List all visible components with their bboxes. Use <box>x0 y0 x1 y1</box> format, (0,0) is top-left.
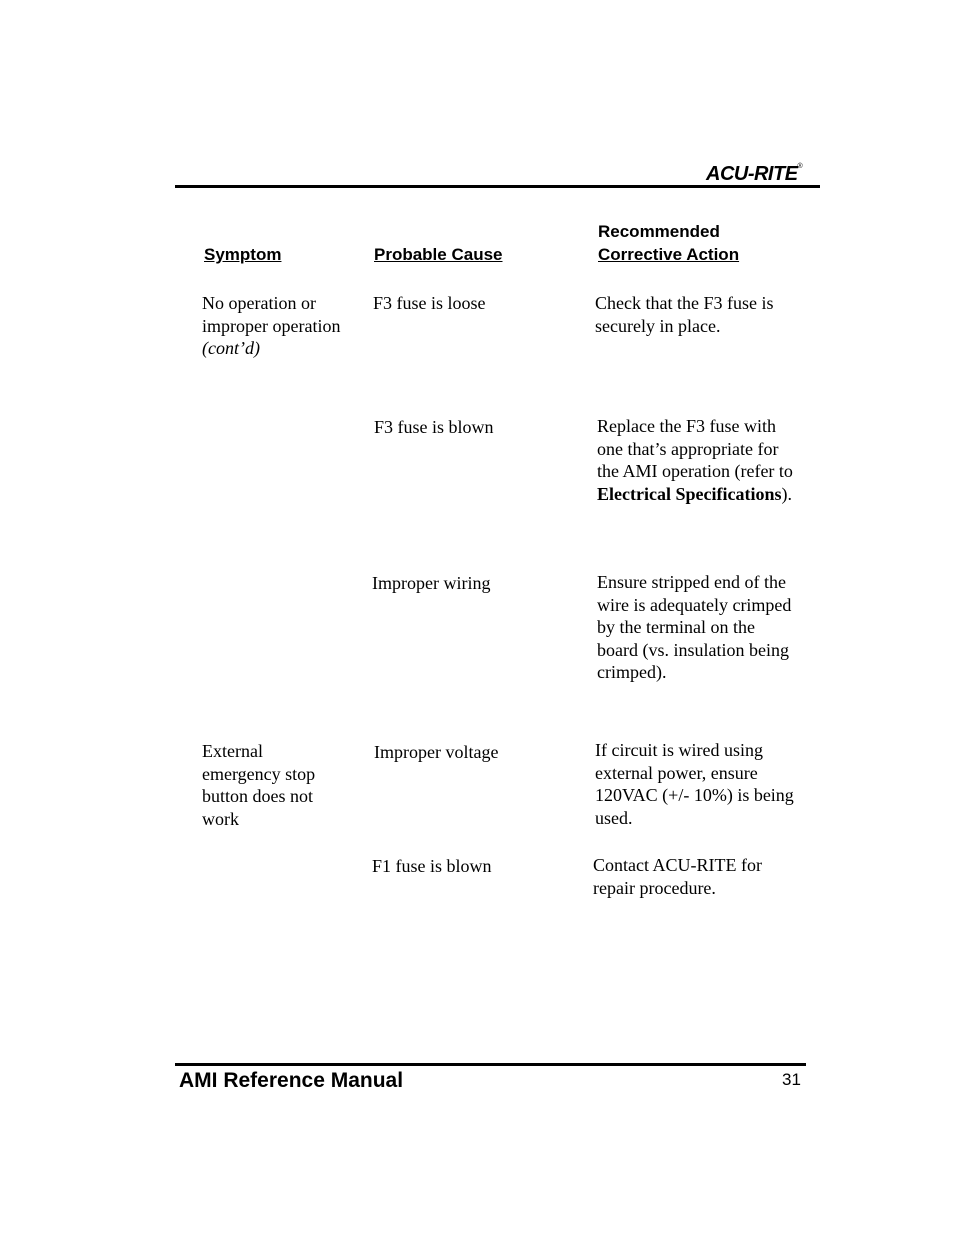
registered-mark: ® <box>797 163 803 170</box>
table-row-3-cause <box>372 572 490 595</box>
action-line: external power, ensure <box>595 762 758 783</box>
symptom-note: (cont’d) <box>202 338 260 358</box>
action-line: securely in place. <box>595 315 721 336</box>
symptom-line: work <box>202 808 239 829</box>
action-line: Check that the F3 fuse is <box>595 293 774 313</box>
symptom-line: External <box>202 741 263 761</box>
action-line: board (vs. insulation being <box>597 639 789 660</box>
action-line: one that’s appropriate for <box>597 438 779 459</box>
action-line: Contact ACU-RITE for <box>593 855 762 875</box>
cause-text: F1 fuse is blown <box>372 856 492 876</box>
action-line: Ensure stripped end of the <box>597 572 786 592</box>
brand-name: ACU-RITE <box>706 163 798 185</box>
action-line: crimped). <box>597 662 667 682</box>
cause-text: Improper wiring <box>372 573 491 593</box>
footer-title: AMI Reference Manual <box>179 1069 404 1092</box>
column-header-action-line1: Recommended <box>598 222 720 241</box>
header-rule <box>175 185 820 188</box>
symptom-line: improper operation <box>202 315 341 336</box>
table-row-4-action <box>595 739 794 829</box>
action-line: If circuit is wired using <box>595 740 763 760</box>
table-row-2-cause <box>374 416 494 439</box>
column-header-symptom: Symptom <box>204 245 282 264</box>
table-row-4-symptom <box>202 740 315 830</box>
action-reference-tail: ). <box>781 483 792 504</box>
footer-rule <box>175 1063 806 1066</box>
table-row-5-action <box>593 854 762 899</box>
action-line: 120VAC (+/- 10%) is being <box>595 785 794 805</box>
table-row-2-action <box>597 415 793 505</box>
cause-text: Improper voltage <box>374 742 499 762</box>
table-row-5-cause <box>372 855 492 878</box>
symptom-line: No operation or <box>202 293 316 313</box>
action-line: wire is adequately crimped <box>597 594 792 615</box>
column-header-action <box>598 220 739 266</box>
column-header-cause: Probable Cause <box>374 245 503 264</box>
table-row-1-cause <box>373 292 486 315</box>
action-line: Replace the F3 fuse with <box>597 416 776 436</box>
symptom-line: emergency stop <box>202 763 316 784</box>
action-line: used. <box>595 807 633 828</box>
action-line: the AMI operation (refer to <box>597 461 793 481</box>
table-row-4-cause <box>374 741 498 764</box>
table-row-3-action <box>597 571 791 684</box>
action-line: by the terminal on the <box>597 617 755 637</box>
table-row-1-action <box>595 292 773 337</box>
symptom-line: button does not <box>202 786 313 806</box>
brand-logo <box>706 163 802 186</box>
cause-text: F3 fuse is loose <box>373 293 486 313</box>
table-row-1-symptom <box>202 292 340 360</box>
column-header-action-line2: Corrective Action <box>598 245 740 264</box>
page-number: 31 <box>782 1070 801 1089</box>
cause-text: F3 fuse is blown <box>374 417 494 437</box>
action-line: repair procedure. <box>593 877 716 898</box>
action-reference: Electrical Specifications <box>597 483 782 504</box>
